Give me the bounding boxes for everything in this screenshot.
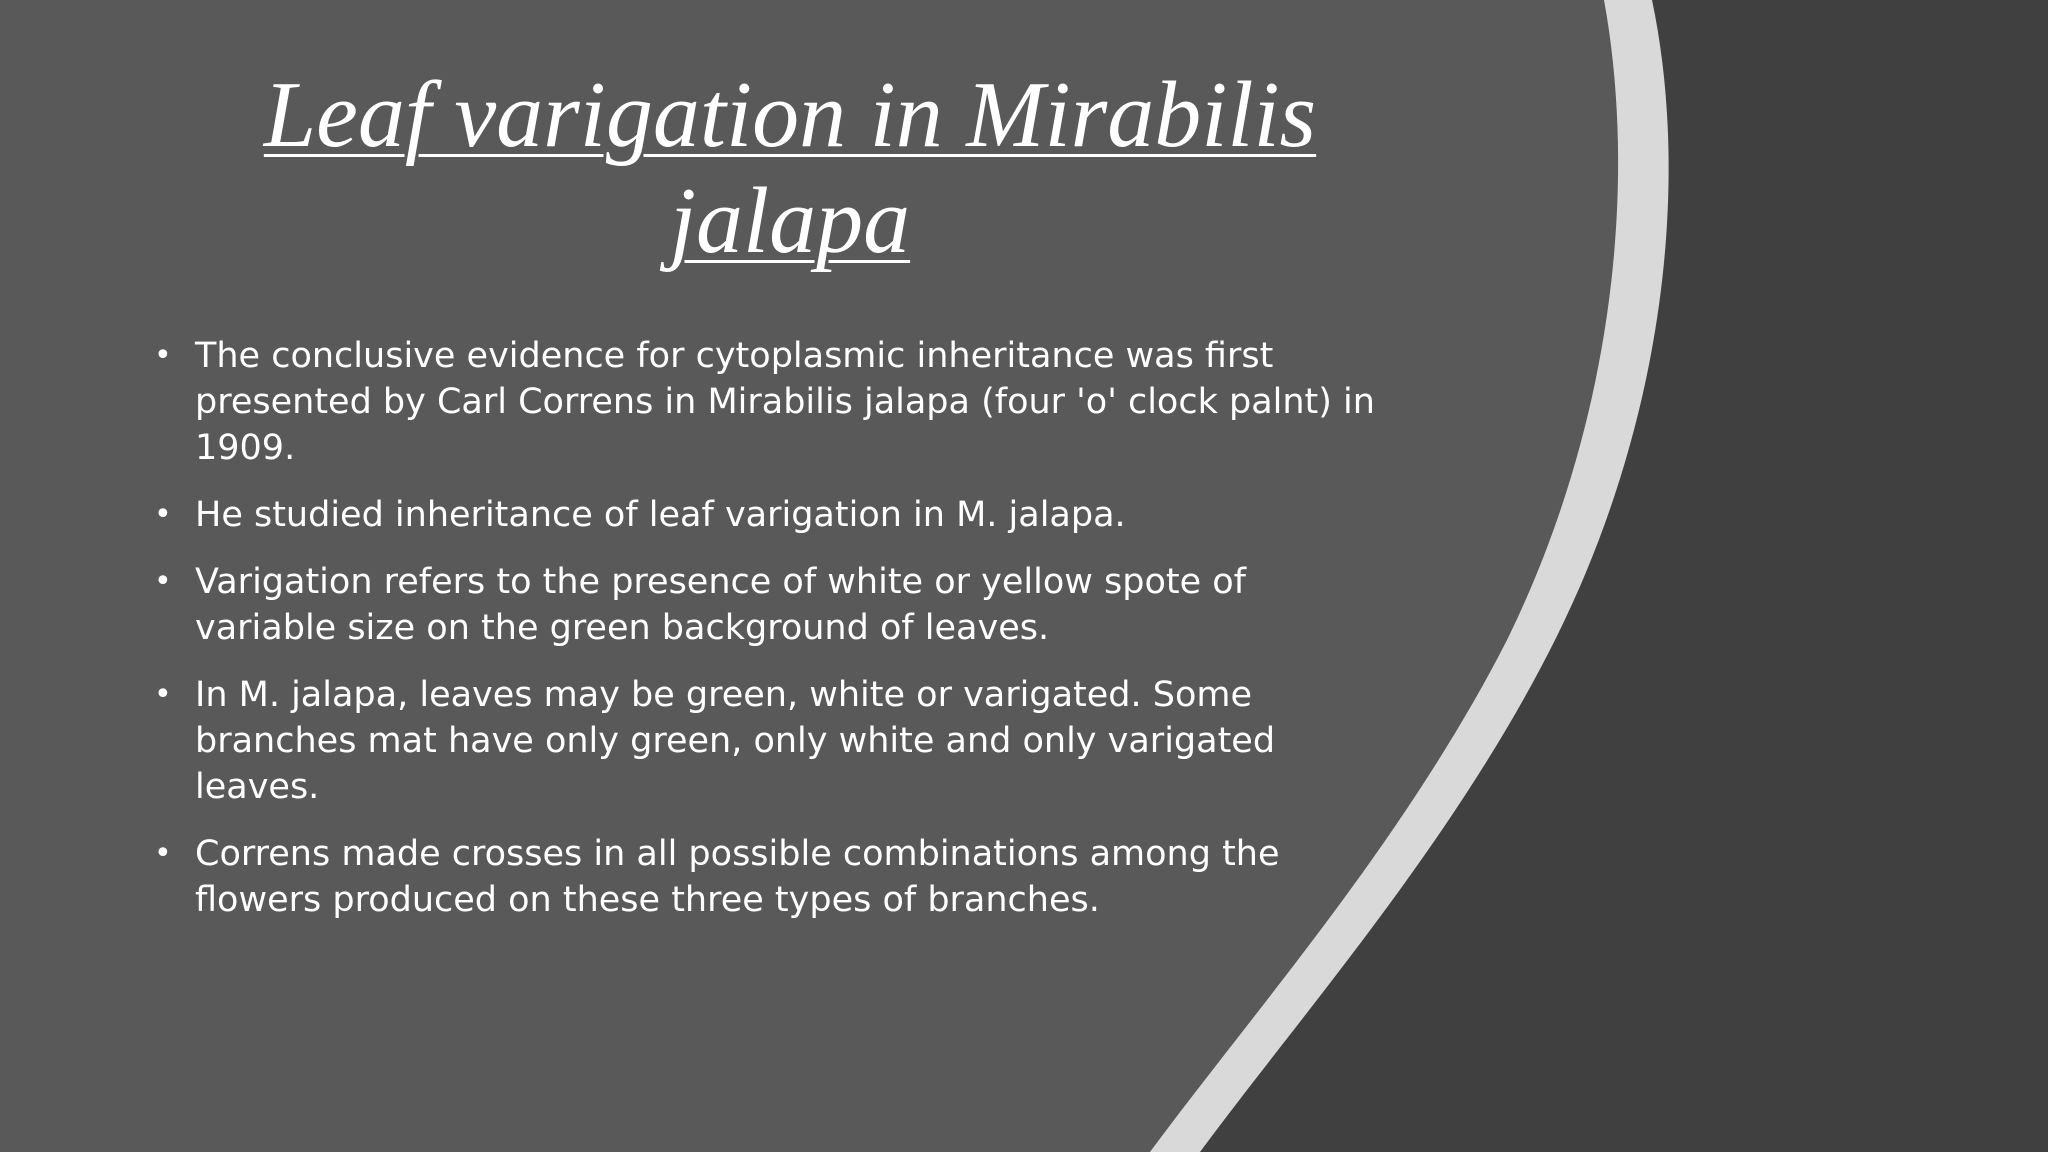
bullet-dot-icon: • (154, 497, 172, 532)
bullet-text: The conclusive evidence for cytoplasmic inheritance was first presented by Carl Correns in Mirabilis jalapa (four 'o' clock palnt) in 1909. (195, 336, 1375, 468)
bullet-item (150, 559, 1390, 651)
bullet-text: He studied inheritance of leaf varigation in M. jalapa. (195, 495, 1126, 535)
bullet-item (150, 492, 1390, 538)
bullet-list (150, 333, 1390, 944)
bullet-text: In M. jalapa, leaves may be green, white or varigated. Some branches mat have only green, only white and only varigated leaves. (195, 675, 1276, 807)
bullet-dot-icon: • (154, 564, 172, 599)
slide-title: Leaf varigation in Mirabilis jalapa (263, 63, 1317, 273)
bullet-dot-icon: • (154, 677, 172, 712)
bullet-text: Varigation refers to the presence of white or yellow spote of variable size on the green background of leaves. (195, 562, 1246, 648)
bullet-item (150, 672, 1390, 810)
bullet-dot-icon: • (154, 836, 172, 871)
bullet-item (150, 333, 1390, 471)
bullet-item (150, 831, 1390, 923)
bullet-text: Correns made crosses in all possible combinations among the flowers produced on these three types of branches. (195, 834, 1280, 920)
bullet-dot-icon: • (154, 338, 172, 373)
